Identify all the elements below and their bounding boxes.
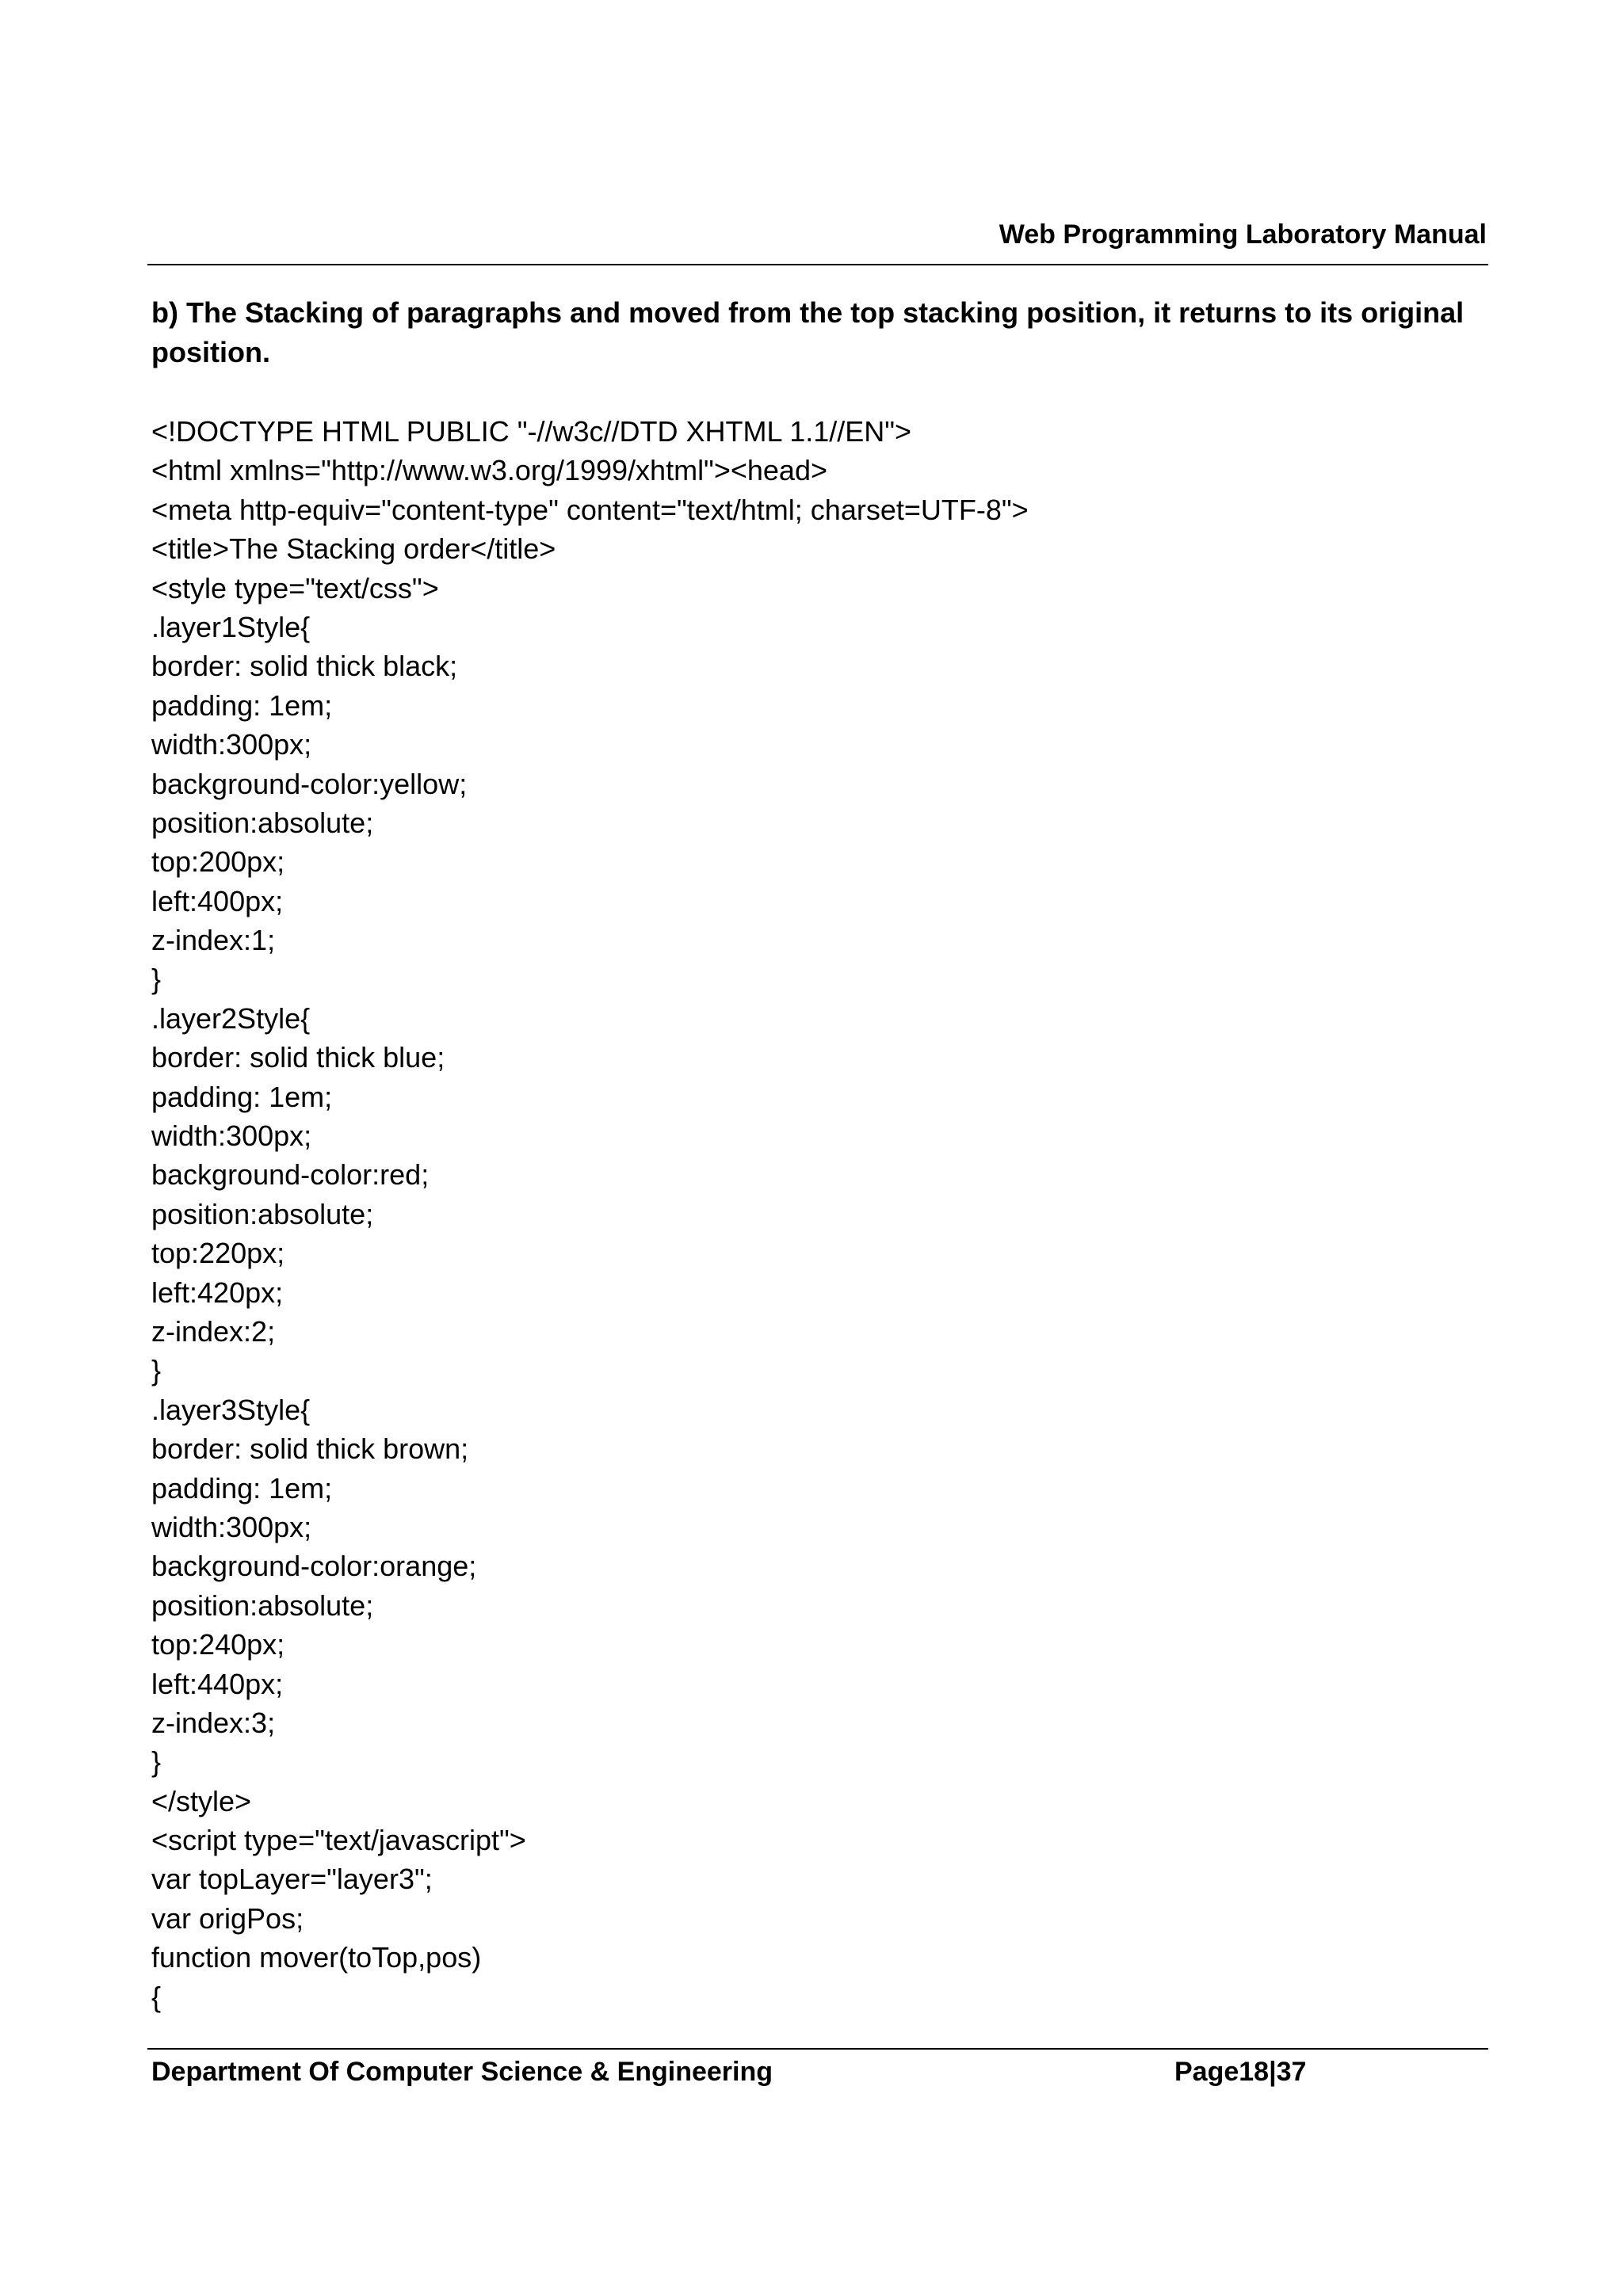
section-heading: b) The Stacking of paragraphs and moved from the top stacking position, it returns to its original position. [151,296,1465,368]
code-listing [151,412,1451,2016]
header-divider [147,264,1488,265]
code-line: background-color:yellow; [151,767,468,800]
code-line: top:240px; [151,1628,285,1661]
footer-divider [147,2048,1488,2050]
code-line: position:absolute; [151,1589,374,1622]
code-line: <!DOCTYPE HTML PUBLIC "-//w3c//DTD XHTML 1.1//EN"> [151,415,912,448]
page-number: Page18|37 [1174,2057,1307,2087]
code-line: background-color:red; [151,1158,430,1192]
code-line: .layer2Style{ [151,1001,311,1035]
code-line: left:420px; [151,1276,284,1309]
code-line: } [151,1354,162,1387]
code-line: <html xmlns="http://www.w3.org/1999/xhtml"><head> [151,454,827,487]
code-line: .layer1Style{ [151,610,311,643]
code-line: z-index:2; [151,1314,276,1348]
code-line: top:200px; [151,845,285,879]
code-line: function mover(toTop,pos) [151,1941,482,1974]
code-line: <script type="text/javascript"> [151,1824,526,1857]
code-line: top:220px; [151,1237,285,1270]
code-line: </style> [151,1784,252,1817]
code-line: .layer3Style{ [151,1393,311,1426]
code-line: <meta http-equiv="content-type" content="text/html; charset=UTF-8"> [151,493,1029,526]
code-line: background-color:orange; [151,1550,477,1583]
code-line: border: solid thick black; [151,650,458,683]
code-line: width:300px; [151,728,312,761]
code-line: border: solid thick brown; [151,1432,469,1466]
code-line: left:440px; [151,1667,284,1700]
code-line: } [151,1745,162,1779]
code-line: width:300px; [151,1119,312,1153]
code-line: padding: 1em; [151,1471,333,1505]
code-line: z-index:1; [151,924,276,957]
code-line: padding: 1em; [151,1080,333,1113]
code-line: width:300px; [151,1510,312,1543]
code-line: position:absolute; [151,806,374,839]
code-line: padding: 1em; [151,688,333,722]
code-line: <style type="text/css"> [151,571,439,605]
code-line: var topLayer="layer3"; [151,1863,433,1896]
code-line: border: solid thick blue; [151,1041,445,1074]
footer-department: Department Of Computer Science & Engineering [151,2057,773,2087]
code-line: z-index:3; [151,1706,276,1739]
code-line: position:absolute; [151,1197,374,1230]
code-line: var origPos; [151,1901,304,1935]
code-line: { [151,1980,162,2013]
code-line: left:400px; [151,884,284,917]
code-line: } [151,963,162,996]
code-line: <title>The Stacking order</title> [151,532,556,566]
running-header: Web Programming Laboratory Manual [999,219,1487,250]
